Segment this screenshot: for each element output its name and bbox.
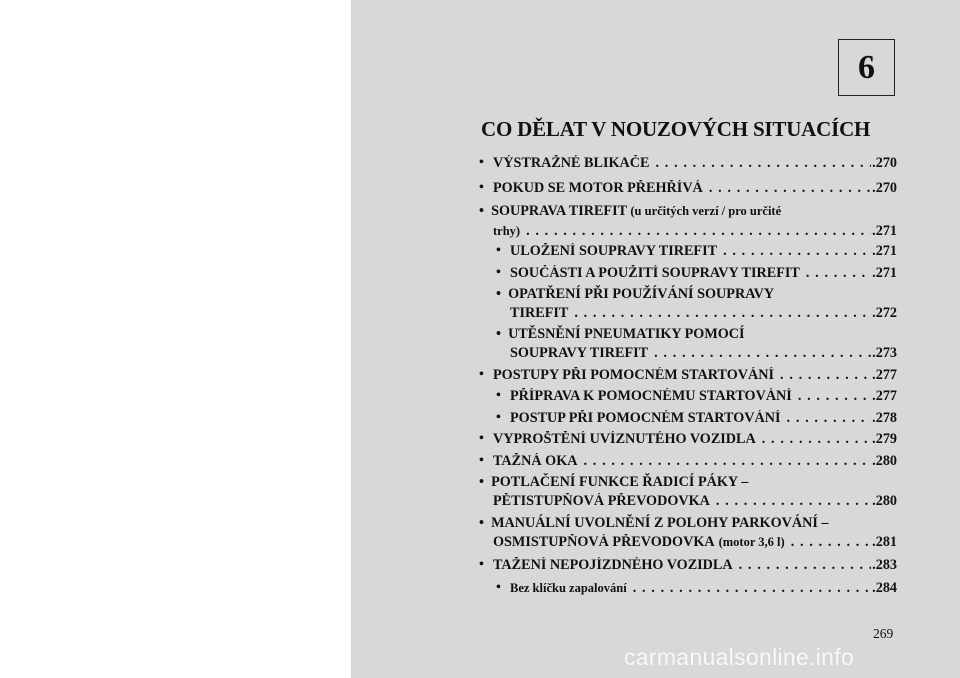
toc-entry-tirefit-precautions[interactable]: • OPATŘENÍ PŘI POUŽÍVÁNÍ SOUPRAVY — [496, 286, 775, 302]
left-blank-page — [0, 0, 351, 678]
toc-entry-jump-start-preparation[interactable]: • PŘÍPRAVA K POMOCNÉMU STARTOVÁNÍ . . . .277 — [479, 388, 897, 407]
chapter-number: 6 — [858, 48, 875, 86]
toc-entry-tire-sealing[interactable]: • UTĚSNĚNÍ PNEUMATIKY POMOCÍ — [496, 326, 745, 342]
toc-entry-shift-lever-override[interactable]: • POTLAČENÍ FUNKCE ŘADICÍ PÁKY – — [479, 474, 749, 490]
toc-entry-tirefit-precautions-cont[interactable]: TIREFIT . . . .272 — [479, 305, 897, 324]
page-number: 269 — [873, 626, 894, 641]
toc-entry-freeing-stuck-vehicle[interactable]: • VYPROŠTĚNÍ UVÍZNUTÉHO VOZIDLA . . . .279 — [479, 431, 897, 450]
toc-entry-jump-start-procedure[interactable]: • POSTUP PŘI POMOCNÉM STARTOVÁNÍ . . . .278 — [479, 410, 897, 429]
section-title: CO DĚLAT V NOUZOVÝCH SITUACÍCH — [481, 117, 871, 141]
toc-entry-tirefit-kit[interactable]: • SOUPRAVA TIREFIT (u určitých verzí / pro určité — [479, 203, 782, 219]
toc-entry-tire-sealing-cont[interactable]: SOUPRAVY TIREFIT . . . .273 — [479, 345, 897, 364]
toc-entry-tirefit-components[interactable]: • SOUČÁSTI A POUŽITÍ SOUPRAVY TIREFIT . . . .271 — [479, 265, 897, 284]
toc-entry-park-release-cont[interactable]: OSMISTUPŇOVÁ PŘEVODOVKA (motor 3,6 l) . . . .281 — [479, 534, 897, 553]
toc-entry-without-ignition-key[interactable]: • Bez klíčku zapalování . . . .284 — [479, 580, 897, 599]
right-page — [351, 0, 960, 678]
toc-entry-park-release[interactable]: • MANUÁLNÍ UVOLNĚNÍ Z POLOHY PARKOVÁNÍ – — [479, 515, 829, 531]
toc-entry-tirefit-storage[interactable]: • ULOŽENÍ SOUPRAVY TIREFIT . . . .271 — [479, 243, 897, 262]
toc-entry-towing-disabled-vehicle[interactable]: • TAŽENÍ NEPOJÍZDNÉHO VOZIDLA . . . .283 — [479, 557, 897, 576]
toc-entry-hazard-flashers[interactable]: • VÝSTRAŽNÉ BLIKAČE . . . .270 — [479, 155, 897, 174]
toc-entry-engine-overheating[interactable]: • POKUD SE MOTOR PŘEHŘÍVÁ . . . .270 — [479, 180, 897, 199]
chapter-number-box — [838, 39, 895, 96]
toc-entry-tirefit-kit-cont[interactable]: trhy) . . . .271 — [479, 223, 897, 242]
toc-entry-tow-hooks[interactable]: • TAŽNÁ OKA . . . .280 — [479, 453, 897, 472]
watermark: carmanualsonline.info — [624, 644, 855, 670]
toc-entry-shift-lever-override-cont[interactable]: PĚTISTUPŇOVÁ PŘEVODOVKA . . . .280 — [479, 493, 897, 512]
toc-entry-jump-start-procedures[interactable]: • POSTUPY PŘI POMOCNÉM STARTOVÁNÍ . . . .277 — [479, 367, 897, 386]
